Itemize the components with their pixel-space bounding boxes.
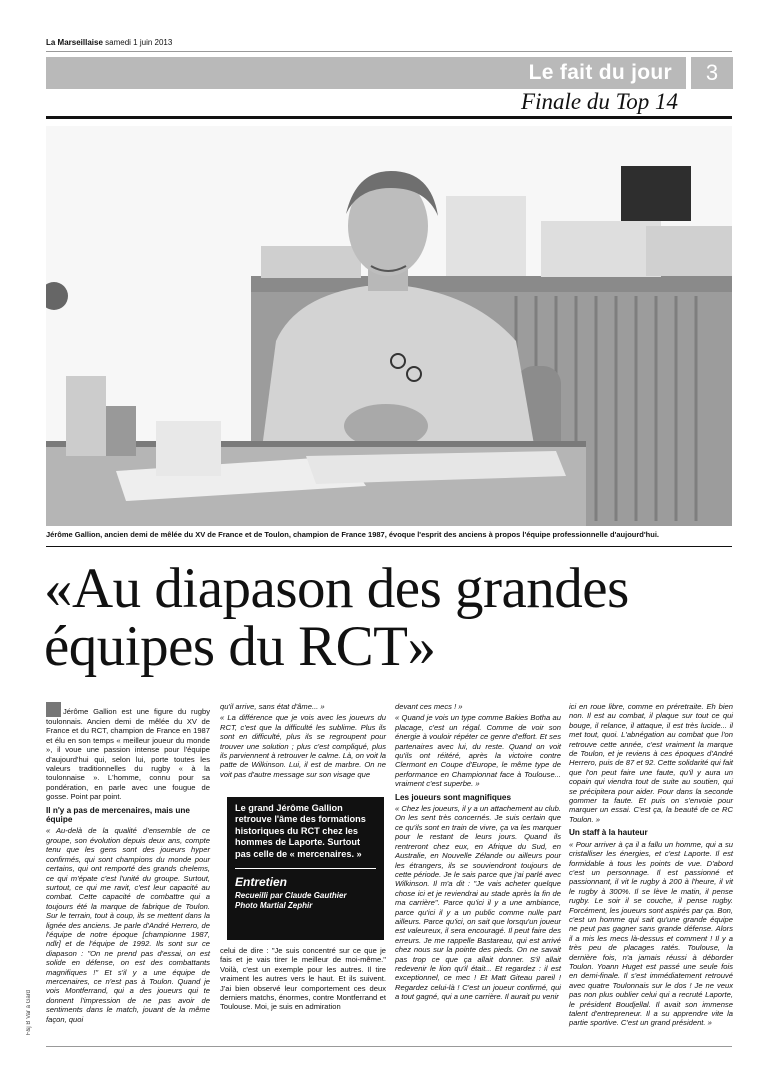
issue-date: samedi 1 juin 2013 (105, 38, 173, 47)
page-number: 3 (705, 60, 719, 85)
article-column-2 (220, 702, 386, 781)
section-label: Le fait du jour (528, 61, 672, 84)
drop-square-icon (46, 702, 61, 717)
interview-title: Entretien (235, 875, 288, 890)
paragraph: devant ces mecs ! » (395, 702, 463, 711)
paragraph: « Pour arriver à ça il a fallu un homme, qui a su cristalliser les énergies, et c'est Laporte. Il est formidable à tous les points de vue. D'abord c'est un personnage. Il est passionné et passionnant, il vit le rugby à 200 à l'heure, il vit le rugby à 300%. Il se lève le matin, il pense rugby. Le soir il se couche, il pense rugby. Forcément, les joueurs sont aspirés par ça. Bon, c'est un homme qui sait qu'une grande équipe ne peut pas gagner sans grande défense. Alors il a mis les mecs là-dessus et comment ! Il y a très peu de placages ratés. Toulouse, la dernière fois, n'a jamais réussi à déborder Toulon. Yoann Huget est passé une seule fois en demi-finale. Il s'est immédiatement retrouvé avec quatre Toulonnais sur le dos ! Je ne veux pas non plus oublier celui qui a recruté Laporte, le président Boudjellal. Il avait son immense talent d'entrepreneur. Il a su apprendre vite la partie sportive. C'est un grand président. » (569, 839, 733, 1028)
article-column-4 (569, 702, 733, 1030)
paragraph: « Chez les joueurs, il y a un attachement au club. On les sent très concernés. Je suis certain que ce qu'ils sont en train de vivre, ça va les marquer pour le restant de leurs jours. Quand ils rentreront chez eux, en Afrique du Sud, en Australie, en Nouvelle Zélande ou ailleurs pour les étrangers, ils se souviendront toujours de cette période. Je le sais parce que j'ai parlé avec Wilkinson. Il m'a dit : "Je vais acheter quelque chose ici et je reviendrai au stade après la fin de ma carrière". Parce qu'ici il y a une ambiance, parce qu'ici il y a un public comme nulle part ailleurs. Parce qu'ici, on sait que lorsqu'un joueur est valeureux, il sera encouragé. Il peut faire des erreurs. Je me rappelle Bastareau, qui est arrivé chez nous sur la pointe des pieds. On ne savait pas trop ce que ça allait donner. S'il allait redevenir le lion qu'il était... Et regardez : il est exceptionnel, ce mec ! Et Matt Giteau pareil ! Regardez celui-là ! C'est un joueur confirmé, qui a tout gagné, qui a une carrière. Il aurait pu venir (395, 804, 561, 1002)
interview-box (227, 797, 384, 940)
photo-caption: Jérôme Gallion, ancien demi de mêlée du XV de France et de Toulon, champion de France 1987, évoque l'esprit des anciens à propos l'équipe professionnelle d'aujourd'hui. (46, 530, 659, 539)
headline (44, 557, 744, 678)
paragraph: « Quand je vois un type comme Bakies Botha au placage, c'est un régal. Comme de voir son énergie à vouloir répéter ce genre d'effort. Et ses partenaires avec lui, du reste. Quand on voit qu'ils ont réitéré, après la victoire contre Clermont en Coupe d'Europe, le même type de performance en Championnat face à Toulouse... vraiment c'est superbe. » (395, 713, 561, 789)
headline-line-1: «Au diapason des grandes (44, 557, 629, 620)
interview-summary: Le grand Jérôme Gallion retrouve l'âme des formations historiques du RCT chez les hommes de Laporte. Surtout pas celle de « mercenaires. » (235, 803, 366, 859)
photo-credit: F&j B Var à Gard (26, 990, 32, 1036)
paragraph: qu'il arrive, sans état d'âme... » (220, 702, 325, 711)
subheading-joueurs: Les joueurs sont magnifiques (395, 792, 512, 802)
article-column-2-lower (220, 946, 386, 1014)
footer-rule (46, 1046, 732, 1047)
section-bar (46, 57, 686, 89)
article-column-3 (395, 702, 561, 1004)
masthead-rule (46, 51, 732, 52)
interview-photographer: Photo Martial Zephir (235, 901, 313, 911)
masthead (46, 38, 732, 52)
interview-author: Recueilli par Claude Gauthier (235, 891, 347, 901)
paragraph: celui de dire : "Je suis concentré sur ce que je fais et je vais tirer le meilleur de moi-même." Voilà, c'est un exemple pour les autres. Il tire vraiment les autres vers le haut. Et ils suivent. J'ai bien observé leur comportement ces deux derniers matchs, énormes, contre Montferrand et Toulouse. Moi, je suis en admiration (220, 946, 386, 1012)
article-intro: Jérôme Gallion est une figure du rugby toulonnais. Ancien demi de mêlée du XV de France et du RCT, champion de France en 1987 et élu en son temps « meilleur joueur du monde », il voue une passion intense pour l'équipe d'aujourd'hui qui, selon lui, porte toutes les valeurs traditionnelles du rugby « à la toulonnaise ». L'homme, connu pour sa pondération, en parle avec une fougue de gosse. Point par point. (46, 702, 210, 802)
subheading-staff: Un staff à la hauteur (569, 828, 648, 838)
paragraph: « La différence que je vois avec les joueurs du RCT, c'est que la difficulté les sublime. Plus ils sont en difficulté, plus ils se regroupent pour trouver une solution ; plus c'est compliqué, plus ils parviennent à retrouver le calme. Là, on voit la patte de Wilkinson. Lui, il est de marbre. On ne voit pas d'autre message sur son visage que (220, 713, 386, 779)
article-photo (46, 126, 732, 526)
caption-rule (46, 546, 732, 547)
page-number-box (689, 57, 733, 89)
subheading-mercenaires: Il n'y a pas de mercenaires, mais une équipe (46, 805, 190, 825)
paragraph: ici en roue libre, comme en préretraite. Eh bien non. Il est au combat, il plaque sur tout ce qui bouge, il relance, il attaque, il est très lucide... il met tout, quoi. L'abnégation au combat que l'on retrouve cette année, c'est vraiment la marque de Toulon, et je reviens à ces époques d'André Herrero, puis de 87 et 92. Cette solidarité qui fait que l'on peut faire une faute, qu'il y aura un copain qui viendra tout de suite au soutien, qui se précipitera pour aider. Pour dans la seconde gommer ta faute. Et puis on s'envoie pour marquer un essai. C'est ça, la beauté de ce RC Toulon. » (569, 702, 733, 824)
section-rule (46, 116, 732, 119)
newspaper-name: La Marseillaise (46, 38, 103, 47)
interview-rule (235, 868, 376, 869)
paragraph: « Au-delà de la qualité d'ensemble de ce groupe, son évolution depuis deux ans, compte tenu que les gens sont des joueurs hyper confirmés, qui sont champions du monde pour certains, qui ont remporté des grands chelems, ce qui m'épate c'est l'unité du groupe. Surtout, surtout, ce qui me ravit, c'est leur capacité au combat. Cette capacité de combattre qui a toujours été la marque de fabrique de Toulon. Sur le terrain, tout à coup, ils se mettent dans la lignée des anciens. Je parle d'André Herrero, de l'équipe de notre époque [championne 1987, ndlr] et de l'équipe de 1992. Ils sont sur ce diapason : "On ne prend pas d'essai, on est solide en défense, on est des combattants magnifiques !" Et s'il y a une équipe de mercenaires, ce n'est pas à Toulon. Quand je vois Montferrand, qui a des joueurs qui te donnent l'impression de ne pas avoir de sentiments dans le match, jouant de la même façon, quoi (46, 826, 210, 1024)
portrait-illustration (46, 126, 732, 526)
article-column-1 (46, 702, 210, 1026)
subsection-title: Finale du Top 14 (521, 89, 678, 114)
headline-line-2: équipes du RCT» (44, 615, 436, 678)
